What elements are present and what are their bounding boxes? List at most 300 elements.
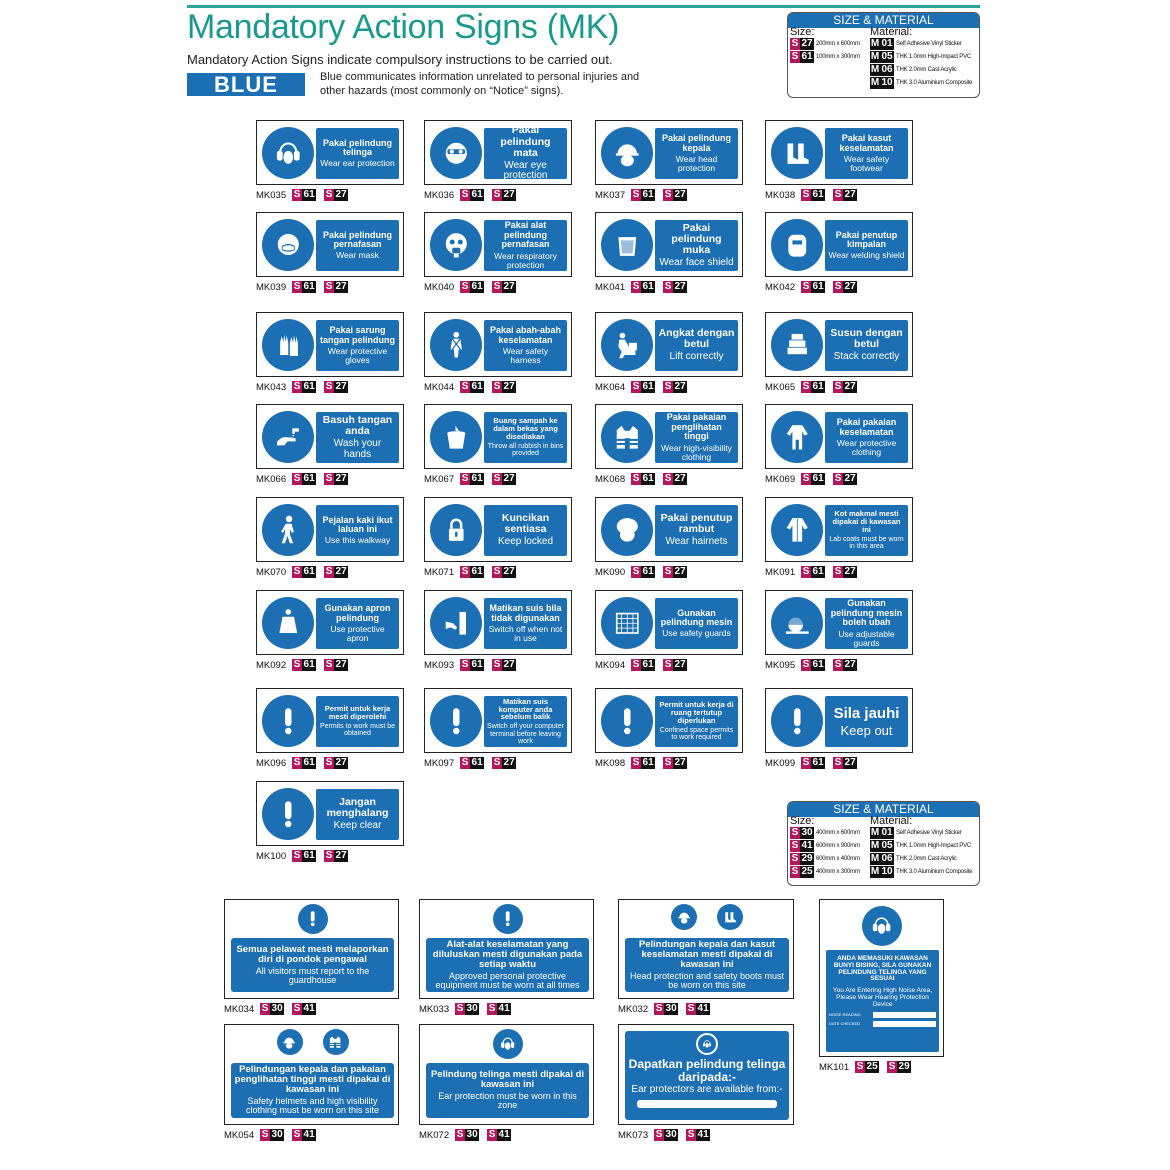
product-code: MK039 xyxy=(256,281,287,293)
product-code: MK093 xyxy=(424,659,455,671)
ear-protection-icon xyxy=(262,127,314,179)
welding-shield-icon xyxy=(771,219,823,271)
size-code-badge: S 27 xyxy=(664,566,686,577)
size-code-badge: S 61 xyxy=(802,473,824,484)
sign-mk101 xyxy=(819,899,944,1057)
sign-code-label xyxy=(256,757,348,769)
material-code-badge: M 05 xyxy=(870,840,893,851)
exclamation-icon xyxy=(262,695,314,747)
sign-code-label xyxy=(424,473,516,485)
sign-text-panel xyxy=(316,412,399,463)
head-protection-icon xyxy=(671,904,697,930)
sign-text-malay: Susun dengan betul xyxy=(830,327,903,351)
size-option xyxy=(790,840,860,852)
size-code-badge: S 61 xyxy=(802,381,824,392)
eye-protection-icon xyxy=(430,127,482,179)
sign-text-panel xyxy=(316,696,399,747)
size-code-badge: S 61 xyxy=(802,757,824,768)
size-code-badge: S 30 xyxy=(791,827,813,838)
size-code-badge: S 27 xyxy=(325,381,347,392)
sign-text-malay: Gunakan apron pelindung xyxy=(324,603,391,623)
sign-text-english: Safety helmets and high visibility clothing must be worn on this site xyxy=(245,1096,380,1116)
sign-text-panel xyxy=(484,598,567,649)
size-code-badge: S 61 xyxy=(293,566,315,577)
size-material-body xyxy=(788,817,979,885)
size-code-badge: S 30 xyxy=(655,1129,677,1140)
sign-code-label xyxy=(765,281,857,293)
sign-mk044 xyxy=(424,312,572,377)
material-option xyxy=(870,51,971,63)
sign-text-english: Wear welding shield xyxy=(828,250,905,261)
size-code-badge: S 29 xyxy=(888,1061,910,1072)
size-code-badge: S 30 xyxy=(261,1129,283,1140)
product-code: MK040 xyxy=(424,281,455,293)
sign-text-panel xyxy=(484,320,567,371)
sign-text-english: Wear ear protection xyxy=(320,158,395,169)
sign-text-panel xyxy=(231,1063,394,1118)
sign-code-label xyxy=(256,473,348,485)
sign-text-malay: Pakai pelindung mata xyxy=(500,124,551,159)
sign-text-malay: Pakai pelindung telinga xyxy=(322,137,392,158)
sign-text-panel xyxy=(625,938,789,992)
material-name: Self Adhesive Vinyl Sticker xyxy=(896,41,962,47)
product-code: MK098 xyxy=(595,757,626,769)
wash-hands-icon xyxy=(262,411,314,463)
field-blank xyxy=(873,1012,936,1018)
size-code-badge: S 61 xyxy=(461,473,483,484)
product-code: MK038 xyxy=(765,189,796,201)
size-code-badge: S 27 xyxy=(664,281,686,292)
sign-mk032 xyxy=(618,899,794,999)
sign-code-label xyxy=(256,381,348,393)
sign-mk065 xyxy=(765,312,913,377)
sign-text-malay: Pelindungan kepala dan kasut keselamatan mesti dipakai di kawasan ini xyxy=(638,938,776,970)
apron-icon xyxy=(262,597,314,649)
sign-mk067 xyxy=(424,404,572,469)
sign-text-panel xyxy=(655,128,738,179)
sign-text-malay: Pakai sarung tangan pelindung xyxy=(320,325,395,345)
sign-text-malay: Semua pelawat mesti melaporkan diri di pondok pengawal xyxy=(236,943,389,965)
sign-text-malay: Permit untuk kerja mesti diperolehi xyxy=(324,704,391,722)
size-code-badge: S 27 xyxy=(325,757,347,768)
sign-code-label xyxy=(256,189,348,201)
size-code-badge: S 27 xyxy=(325,659,347,670)
product-code: MK044 xyxy=(424,381,455,393)
material-option xyxy=(870,64,957,76)
sign-text-malay: Pelindungan kepala dan pakaian penglihatan tinggi mesti dipakai di kawasan ini xyxy=(234,1064,391,1096)
sign-mk072 xyxy=(419,1024,594,1125)
sign-text-english: Lift correctly xyxy=(669,351,724,363)
size-code-badge: S 61 xyxy=(802,281,824,292)
material-code-badge: M 01 xyxy=(870,38,893,49)
sign-text-english: Head protection and safety boots must be worn on this site xyxy=(629,970,785,990)
sign-text-panel xyxy=(484,412,567,463)
sign-text-panel xyxy=(316,220,399,271)
product-code: MK071 xyxy=(424,566,455,578)
sign-mk066 xyxy=(256,404,404,469)
sign-text-english: Use safety guards xyxy=(662,628,731,639)
sign-text-malay: Gunakan pelindung mesin boleh ubah xyxy=(830,598,903,628)
sign-text-english: Ear protectors are available from:- xyxy=(631,1084,783,1096)
safety-boots-icon xyxy=(717,904,743,930)
sign-text-malay: Pakai pelindung kepala xyxy=(661,133,731,153)
sign-code-label xyxy=(595,473,687,485)
sign-mk064 xyxy=(595,312,743,377)
size-code-badge: S 27 xyxy=(493,659,515,670)
size-code-badge: S 27 xyxy=(834,566,856,577)
size-code-badge: S 27 xyxy=(834,189,856,200)
size-material-title: SIZE & MATERIAL xyxy=(788,13,979,28)
exclamation-icon xyxy=(601,695,653,747)
sign-text-malay: Pejalan kaki ikut laluan ini xyxy=(322,514,393,535)
product-code: MK032 xyxy=(618,1003,649,1015)
product-code: MK067 xyxy=(424,473,455,485)
sign-text-malay: Alat-alat keselamatan yang diluluskan mesti digunakan pada setiap waktu xyxy=(432,938,583,970)
sign-text-english: Wear mask xyxy=(336,250,379,261)
size-code-badge: S 27 xyxy=(834,381,856,392)
size-code-badge: S 61 xyxy=(802,659,824,670)
size-code-badge: S 27 xyxy=(325,189,347,200)
size-code-badge: S 27 xyxy=(493,473,515,484)
sign-text-panel xyxy=(426,938,589,992)
sign-text-panel xyxy=(825,128,908,179)
size-code-badge: S 25 xyxy=(856,1061,878,1072)
sign-mk037 xyxy=(595,120,743,185)
sign-text-panel xyxy=(655,220,738,271)
size-code-badge: S 61 xyxy=(632,566,654,577)
sign-text-english: Use protective apron xyxy=(330,624,385,643)
padlock-icon xyxy=(430,504,482,556)
sign-text-panel xyxy=(655,505,738,556)
material-name: THK 2.0mm Cast Acrylic xyxy=(896,67,957,73)
product-code: MK041 xyxy=(595,281,626,293)
sign-text-panel xyxy=(655,696,738,747)
respirator-icon xyxy=(430,219,482,271)
size-code-badge: S 61 xyxy=(461,281,483,292)
size-code-badge: S 41 xyxy=(293,1003,315,1014)
size-code-badge: S 61 xyxy=(293,281,315,292)
size-code-badge: S 30 xyxy=(456,1003,478,1014)
size-code-badge: S 61 xyxy=(791,51,813,62)
protective-clothing-icon xyxy=(771,411,823,463)
sign-code-label xyxy=(424,659,516,671)
size-code-badge: S 27 xyxy=(493,757,515,768)
adjustable-guard-icon xyxy=(771,597,823,649)
sign-text-english: Ear protection must be worn in this zone xyxy=(438,1091,577,1111)
size-code-badge: S 27 xyxy=(834,659,856,670)
sign-code-label xyxy=(424,757,516,769)
sign-mk094 xyxy=(595,590,743,655)
sign-text-english: Switch off when not in use xyxy=(488,624,563,643)
sign-text-english: Approved personal protective equipment must be worn at all times xyxy=(435,970,580,990)
head-protection-icon xyxy=(277,1029,303,1055)
size-code-badge: S 27 xyxy=(664,659,686,670)
sign-text-malay: Matikan suis bila tidak digunakan xyxy=(489,603,562,623)
size-dimensions: 100mm x 300mm xyxy=(816,54,860,60)
product-code: MK096 xyxy=(256,757,287,769)
sign-mk093 xyxy=(424,590,572,655)
size-code-badge: S 61 xyxy=(293,189,315,200)
face-shield-icon xyxy=(601,219,653,271)
size-code-badge: S 41 xyxy=(791,840,813,851)
sign-code-label xyxy=(765,566,857,578)
size-material-box xyxy=(787,801,980,886)
size-code-badge: S 27 xyxy=(493,381,515,392)
size-code-badge: S 27 xyxy=(325,281,347,292)
sign-text-panel xyxy=(825,320,908,371)
size-code-badge: S 41 xyxy=(687,1003,709,1014)
sign-code-label xyxy=(224,1003,316,1015)
size-code-badge: S 41 xyxy=(687,1129,709,1140)
sign-text-malay: ANDA MEMASUKI KAWASAN BUNYI BISING, SILA GUNAKAN PELINDUNG TELINGA YANG SESUAI xyxy=(833,955,932,983)
sign-text-malay: Pakai abah-abah keselamatan xyxy=(489,325,562,345)
exclamation-icon xyxy=(262,788,314,840)
product-code: MK065 xyxy=(765,381,796,393)
sign-mk100 xyxy=(256,781,404,846)
product-code: MK092 xyxy=(256,659,287,671)
size-dimensions: 400mm x 300mm xyxy=(816,869,860,875)
sign-text-english: Keep out xyxy=(840,722,893,738)
size-code-badge: S 61 xyxy=(632,381,654,392)
write-in-field xyxy=(637,1100,777,1108)
product-code: MK070 xyxy=(256,566,287,578)
size-code-badge: S 27 xyxy=(493,566,515,577)
sign-text-english: Lab coats must be worn in this area xyxy=(829,535,904,551)
sign-text-panel xyxy=(316,128,399,179)
sign-text-english: Wash your hands xyxy=(333,438,382,460)
safety-boots-icon xyxy=(771,127,823,179)
size-code-badge: S 30 xyxy=(655,1003,677,1014)
sign-code-label xyxy=(256,659,348,671)
material-name: THK 1.0mm High-Impact PVC xyxy=(896,54,972,60)
size-code-badge: S 30 xyxy=(456,1129,478,1140)
sign-mk097 xyxy=(424,688,572,753)
sign-mk041 xyxy=(595,212,743,277)
sign-text-panel xyxy=(825,220,908,271)
sign-text-english: Use adjustable guards xyxy=(838,628,895,648)
size-code-badge: S 61 xyxy=(632,189,654,200)
ear-protection-icon xyxy=(493,1029,523,1059)
size-dimensions: 600mm x 900mm xyxy=(816,843,860,849)
sign-text-english: Wear hairnets xyxy=(665,536,728,548)
size-code-badge: S 61 xyxy=(461,659,483,670)
sign-text-malay: Permit untuk kerja di ruang tertutup diperlukan xyxy=(659,700,734,726)
size-dimensions: 200mm x 600mm xyxy=(816,41,860,47)
sign-code-label xyxy=(765,659,857,671)
gloves-icon xyxy=(262,319,314,371)
material-option xyxy=(870,866,972,878)
size-dimensions: 400mm x 600mm xyxy=(816,830,860,836)
lab-coat-icon xyxy=(771,504,823,556)
sign-mk042 xyxy=(765,212,913,277)
material-name: THK 3.0 Aluminium Composite xyxy=(896,869,973,875)
size-code-badge: S 29 xyxy=(791,853,813,864)
material-option xyxy=(870,853,957,865)
size-option xyxy=(790,38,860,50)
sign-text-english: Use this walkway xyxy=(324,535,391,546)
material-code-badge: M 10 xyxy=(870,77,893,88)
field-label: DATE CHECKED xyxy=(829,1020,861,1026)
hi-vis-vest-icon xyxy=(323,1029,349,1055)
sign-text-malay: Dapatkan pelindung telinga daripada:- xyxy=(628,1057,786,1084)
sign-text-english: All visitors must report to the guardhouse xyxy=(255,965,370,985)
sign-text-malay: Pakai kasut keselamatan xyxy=(839,133,894,153)
switch-off-icon xyxy=(430,597,482,649)
sign-code-label xyxy=(595,189,687,201)
sign-text-english: Keep locked xyxy=(497,536,554,548)
sign-text-english: Wear protective clothing xyxy=(836,438,897,457)
size-code-badge: S 61 xyxy=(632,473,654,484)
exclamation-icon xyxy=(493,904,523,934)
size-code-badge: S 61 xyxy=(632,757,654,768)
sign-text-english: Permits to work must be obtained xyxy=(319,723,396,738)
sign-code-label xyxy=(424,381,516,393)
size-code-badge: S 61 xyxy=(293,381,315,392)
sign-text-panel xyxy=(825,696,908,747)
sign-code-label xyxy=(765,473,857,485)
product-code: MK099 xyxy=(765,757,796,769)
size-code-badge: S 61 xyxy=(461,566,483,577)
size-code-badge: S 27 xyxy=(664,189,686,200)
sign-text-malay: Angkat dengan betul xyxy=(658,327,735,351)
size-code-badge: S 61 xyxy=(461,189,483,200)
sign-mk070 xyxy=(256,497,404,562)
sign-mk073 xyxy=(618,1024,794,1125)
sign-code-label xyxy=(424,189,516,201)
size-code-badge: S 61 xyxy=(632,659,654,670)
size-code-badge: S 27 xyxy=(664,757,686,768)
product-code: MK043 xyxy=(256,381,287,393)
sign-text-malay: Pakai penutup kimpalan xyxy=(835,229,898,250)
sign-mk034 xyxy=(224,899,399,999)
sign-mk035 xyxy=(256,120,404,185)
size-code-badge: S 61 xyxy=(293,473,315,484)
blue-description: Blue communicates information unrelated to personal injuries and other hazards (most commonly on “Notice” signs). xyxy=(320,71,640,97)
sign-text-panel xyxy=(484,696,567,747)
sign-mk033 xyxy=(419,899,594,999)
size-option xyxy=(790,827,860,839)
sign-code-label xyxy=(595,757,687,769)
material-option xyxy=(870,77,972,89)
size-code-badge: S 41 xyxy=(488,1129,510,1140)
exclamation-icon xyxy=(430,695,482,747)
sign-text-panel xyxy=(825,598,908,649)
sign-mk091 xyxy=(765,497,913,562)
sign-code-label xyxy=(765,189,857,201)
sign-text-panel xyxy=(316,505,399,556)
sign-text-panel xyxy=(316,320,399,371)
sign-mk043 xyxy=(256,312,404,377)
product-code: MK073 xyxy=(618,1129,649,1141)
sign-text-malay: Sila jauhi xyxy=(833,704,900,722)
sign-text-english: Wear respiratory protection xyxy=(494,250,557,270)
sign-text-english: Wear safety footwear xyxy=(843,154,890,173)
sign-text-malay: Pakai pakaian keselamatan xyxy=(836,417,897,437)
noise-reading-field xyxy=(829,1012,936,1018)
size-label: Size: xyxy=(790,815,815,827)
product-code: MK064 xyxy=(595,381,626,393)
material-code-badge: M 05 xyxy=(870,51,893,62)
date-checked-field xyxy=(829,1021,936,1027)
material-code-badge: M 01 xyxy=(870,827,893,838)
sign-code-label xyxy=(819,1061,911,1073)
sign-code-label xyxy=(595,281,687,293)
hairnet-icon xyxy=(601,504,653,556)
sign-text-english: Keep clear xyxy=(333,820,382,832)
size-code-badge: S 27 xyxy=(325,850,347,861)
sign-text-english: Wear head protection xyxy=(675,154,718,173)
size-code-badge: S 27 xyxy=(493,189,515,200)
size-code-badge: S 61 xyxy=(293,850,315,861)
material-code-badge: M 06 xyxy=(870,853,893,864)
sign-text-malay: Pelindung telinga mesti dipakai di kawasan ini xyxy=(430,1069,585,1091)
size-code-badge: S 27 xyxy=(664,381,686,392)
size-code-badge: S 61 xyxy=(632,281,654,292)
size-material-body xyxy=(788,28,979,97)
product-code: MK068 xyxy=(595,473,626,485)
field-label: NOISE READING xyxy=(829,1011,861,1017)
sign-code-label xyxy=(618,1003,710,1015)
sign-text-panel xyxy=(655,320,738,371)
size-code-badge: S 61 xyxy=(293,757,315,768)
size-dimensions: 600mm x 400mm xyxy=(816,856,860,862)
sign-text-english: Switch off your computer terminal before leaving work xyxy=(487,723,564,745)
size-code-badge: S 25 xyxy=(791,866,813,877)
sign-mk098 xyxy=(595,688,743,753)
harness-icon xyxy=(430,319,482,371)
sign-text-panel xyxy=(316,789,399,840)
sign-text-malay: Buang sampah ke dalam bekas yang disediakan xyxy=(493,416,558,442)
sign-text-english: Stack correctly xyxy=(833,351,900,363)
product-code: MK042 xyxy=(765,281,796,293)
stack-correctly-icon xyxy=(771,319,823,371)
product-code: MK035 xyxy=(256,189,287,201)
sign-code-label xyxy=(256,566,348,578)
page-title: Mandatory Action Signs (MK) xyxy=(187,8,620,46)
sign-text-malay: Pakai pelindung pernafasan xyxy=(322,229,392,250)
size-code-badge: S 27 xyxy=(493,281,515,292)
material-label: Material: xyxy=(870,26,913,38)
sign-text-english: Wear high-visibility clothing xyxy=(661,442,732,462)
size-option xyxy=(790,866,860,878)
sign-mk040 xyxy=(424,212,572,277)
sign-mk071 xyxy=(424,497,572,562)
sign-mk092 xyxy=(256,590,404,655)
sign-code-label xyxy=(424,281,516,293)
size-code-badge: S 27 xyxy=(834,757,856,768)
rubbish-bin-icon xyxy=(430,411,482,463)
sign-mk090 xyxy=(595,497,743,562)
sign-text-english: Confined space permits to work required xyxy=(659,726,734,742)
sign-code-label xyxy=(765,381,857,393)
size-code-badge: S 27 xyxy=(664,473,686,484)
sign-code-label xyxy=(595,381,687,393)
size-code-badge: S 27 xyxy=(834,281,856,292)
sign-code-label xyxy=(595,659,687,671)
sign-text-malay: Jangan menghalang xyxy=(326,796,389,820)
pedestrian-icon xyxy=(262,504,314,556)
product-code: MK037 xyxy=(595,189,626,201)
sign-text-panel xyxy=(316,598,399,649)
material-option xyxy=(870,38,962,50)
material-name: THK 2.0mm Cast Acrylic xyxy=(896,856,957,862)
mask-icon xyxy=(262,219,314,271)
sign-text-english: Wear protective gloves xyxy=(327,346,388,365)
sign-code-label xyxy=(224,1129,316,1141)
sign-text-malay: Pakai pakaian penglihatan tinggi xyxy=(666,412,727,442)
size-label: Size: xyxy=(790,26,815,38)
size-material-box xyxy=(787,12,980,98)
